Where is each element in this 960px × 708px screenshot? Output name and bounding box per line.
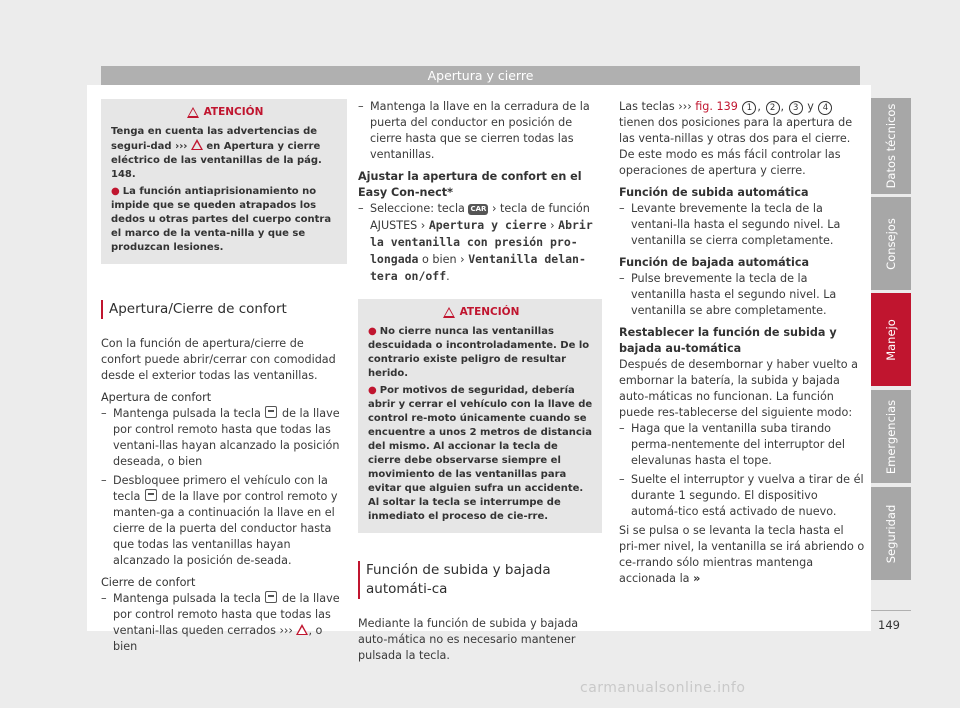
dash-mark: – — [358, 100, 364, 113]
text-part: , — [780, 100, 788, 113]
dash-mark: – — [358, 202, 364, 215]
list-item — [619, 472, 865, 520]
tab-datos-tecnicos[interactable] — [871, 98, 911, 194]
text-part: . — [446, 270, 450, 283]
warning-bullet-text: La función antiaprisionamiento no impide que se queden atrapados los dedos u otras partes del cuerpo contra el marco de la venta-nilla y que se produzcan lesiones. — [111, 186, 332, 253]
text-part: , o bien — [113, 624, 323, 653]
list-item — [101, 591, 347, 655]
list-item — [358, 201, 602, 285]
tab-seguridad[interactable] — [871, 487, 911, 580]
warning-bullet — [368, 325, 594, 381]
page-number-divider — [871, 610, 911, 611]
dash-mark: – — [619, 202, 625, 215]
section-title-text: Función de subida y bajada automáti-ca — [366, 562, 551, 597]
tab-emergencias[interactable] — [871, 390, 911, 483]
dash-mark: – — [619, 422, 625, 435]
tab-consejos[interactable] — [871, 197, 911, 290]
content-sheet — [87, 85, 871, 662]
list-item-text: Pulse brevemente la tecla de la ventanilla hasta el segundo nivel. La ventanilla se abre completamente. — [631, 272, 837, 317]
column-1 — [101, 99, 347, 655]
page-header: Apertura y cierre — [101, 66, 860, 85]
down-title: Función de bajada automática — [619, 256, 810, 269]
dash-mark: – — [101, 407, 107, 420]
watermark: carmanualsonline.info — [580, 680, 746, 696]
menu-path: Apertura y cierre — [428, 218, 547, 232]
auto-body: Mediante la función de subida y bajada auto-mática no es necesario mantener pulsada la tecla. — [358, 617, 579, 662]
warning-header — [368, 305, 594, 319]
warning-box-2 — [358, 299, 602, 533]
warning-intro — [111, 125, 339, 182]
text-part: › — [417, 219, 429, 232]
text-part: de la llave por control remoto hasta que todas las ventani-llas queden cerrados ››› — [113, 592, 340, 637]
bullet-icon: ● — [368, 385, 377, 396]
list-item-text: Mantenga la llave en la cerradura de la puerta del conductor en posición de cierre hasta que se cierren todas las ventanillas. — [370, 100, 590, 161]
warning-bullet — [111, 185, 339, 255]
car-button-icon: CAR — [470, 205, 487, 213]
list-item-text: Levante brevemente la tecla de la ventani-lla hasta el segundo nivel. La ventanilla se cierra completamente. — [631, 202, 841, 247]
warning-intro-text: Tenga en cuenta las advertencias de seguri-dad ››› — [111, 126, 318, 152]
list-item-text — [370, 201, 602, 285]
callout-number: 3 — [789, 101, 803, 115]
text-part: Las teclas ››› — [619, 100, 696, 113]
list-item-text — [113, 473, 347, 569]
warning-triangle-icon — [296, 624, 308, 635]
callout-number: 4 — [818, 101, 832, 115]
final-paragraph — [619, 523, 865, 587]
callout-number: 1 — [742, 101, 756, 115]
text-part: Desbloquee primero el vehículo con la tecla — [113, 474, 328, 503]
warning-title: ATENCIÓN — [459, 306, 520, 318]
warning-header — [111, 105, 339, 119]
list-item — [358, 99, 602, 163]
continue-arrow-icon[interactable]: » — [693, 572, 701, 585]
close-title: Cierre de confort — [101, 576, 196, 589]
text-part: › — [546, 219, 559, 232]
dash-mark: – — [101, 592, 107, 605]
reset-title: Restablecer la función de subida y bajada au-tomática — [619, 326, 837, 355]
text-part: y — [803, 100, 818, 113]
warning-box-1 — [101, 99, 347, 264]
section-title-comfort — [101, 300, 347, 319]
text-part: , — [757, 100, 765, 113]
text-part: Si se pulsa o se levanta la tecla hasta el pri-mer nivel, la ventanilla se irá abriendo o ce-rrando sólo mientras mantenga accionada la — [619, 524, 865, 585]
dash-mark: – — [619, 473, 625, 486]
list-item — [101, 473, 347, 569]
section-title-text: Apertura/Cierre de confort — [109, 301, 287, 317]
warning-bullet-text: No cierre nunca las ventanillas descuidada o incontroladamente. De lo contrario existe peligro de resultar herido. — [368, 326, 590, 379]
dash-mark: – — [619, 272, 625, 285]
tab-label: Emergencias — [884, 399, 898, 474]
warning-triangle-icon — [443, 307, 455, 318]
list-item-text — [113, 406, 347, 470]
text-part: AJUSTES — [370, 219, 418, 232]
bullet-icon: ● — [111, 186, 120, 197]
menu-path: Abrir la ventanilla con presión pro-longada — [370, 218, 593, 266]
text-part: Mantenga pulsada la tecla — [113, 592, 265, 605]
callout-number: 2 — [766, 101, 780, 115]
list-item-text — [113, 591, 347, 655]
dash-mark: – — [101, 474, 107, 487]
unlock-key-icon — [265, 406, 277, 418]
tab-label: Manejo — [884, 318, 898, 361]
text-part: tienen dos posiciones para la apertura de las venta-nillas y otras dos para el cierre. De este modo es más fácil controlar las operaciones de apertura y cierre. — [619, 116, 853, 177]
unlock-key-icon — [145, 489, 157, 501]
warning-bullet — [368, 384, 594, 524]
list-item — [619, 201, 865, 249]
bullet-icon: ● — [368, 326, 377, 337]
list-item-text: Haga que la ventanilla suba tirando perma-nentemente del interruptor del elevalunas hasta el tope. — [631, 422, 845, 467]
tab-label: Seguridad — [884, 504, 898, 563]
text-part: de la llave por control remoto y manten-ga a continuación la llave en el cierre de la puerta del conductor hasta que todas las ventanillas hayan alcanzado la posición de-seada. — [113, 490, 338, 567]
figure-link[interactable]: fig. 139 — [695, 100, 738, 113]
text-part: o bien › — [418, 253, 469, 266]
menu-path: Ventanilla delan-tera on/off — [370, 252, 586, 283]
tab-label: Consejos — [884, 217, 898, 270]
up-title: Función de subida automática — [619, 186, 809, 199]
keys-paragraph — [619, 99, 865, 179]
open-title: Apertura de confort — [101, 391, 212, 404]
section-title-auto — [358, 561, 602, 599]
text-part: › tecla de función — [488, 202, 590, 215]
tab-manejo[interactable] — [871, 293, 911, 386]
lock-key-icon — [265, 591, 277, 603]
list-item — [619, 271, 865, 319]
column-3 — [619, 99, 865, 587]
warning-triangle-icon — [191, 139, 203, 150]
column-2 — [358, 99, 602, 664]
text-part: Seleccione: tecla — [370, 202, 469, 215]
easy-connect-title: Ajustar la apertura de confort en el Easy Con-nect* — [358, 170, 582, 199]
warning-intro-link[interactable]: en Apertura y cierre eléctrico de las ventanillas de la pág. 148. — [111, 141, 322, 180]
reset-body: Después de desembornar y haber vuelto a embornar la batería, la subida y bajada auto-máticas no funcionan. La función puede res-tablecerse del siguiente modo: — [619, 358, 858, 419]
warning-title: ATENCIÓN — [203, 106, 264, 118]
warning-triangle-icon — [187, 107, 199, 118]
tab-label: Datos técnicos — [884, 103, 898, 189]
list-item-text: Suelte el interruptor y vuelva a tirar de él durante 1 segundo. El dispositivo automá-tico está activado de nuevo. — [631, 473, 864, 518]
text-part: Mantenga pulsada la tecla — [113, 407, 265, 420]
page-number: 149 — [878, 618, 900, 632]
comfort-intro: Con la función de apertura/cierre de confort puede abrir/cerrar con comodidad desde el exterior todas las ventanillas. — [101, 337, 336, 382]
list-item — [101, 406, 347, 470]
warning-bullet-text: Por motivos de seguridad, debería abrir y cerrar el vehículo con la llave de control re-moto únicamente cuando se encuentre a unos 2 metros de distancia del mismo. Al accionar la tecla de cierre debe observarse siempre el movimiento de las ventanillas para evitar que alguien sufra un accidente. Al soltar la tecla se interrumpe de inmediato el proceso de cie-rre. — [368, 385, 593, 522]
list-item — [619, 421, 865, 469]
text-part: de la llave por control remoto hasta que todas las ventani-llas hayan alcanzado la posición deseada, o bien — [113, 407, 340, 468]
